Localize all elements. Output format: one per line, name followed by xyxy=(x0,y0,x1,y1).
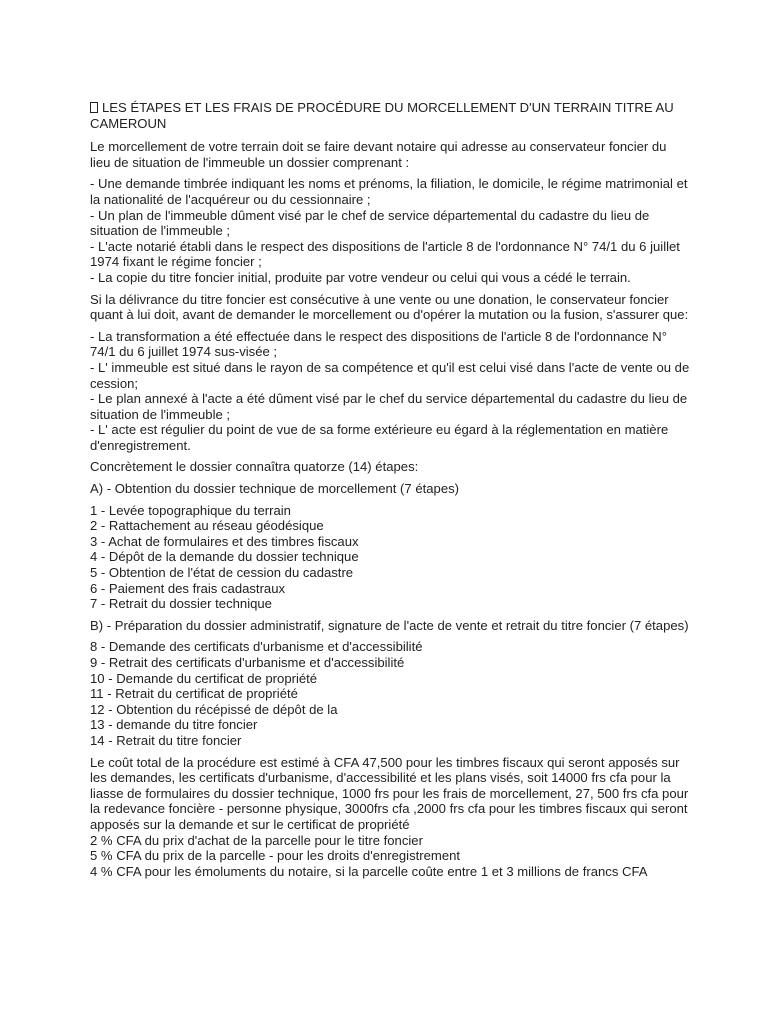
conservateur-item: - Le plan annexé à l'acte a été dûment visé par le chef du service départemental du cadastre du lieu de situation de l'immeuble ; xyxy=(90,391,688,422)
dossier-item: - L'acte notarié établi dans le respect des dispositions de l'article 8 de l'ordonnance N° 74/1 du 6 juillet 1974 fixant le régime foncier ; xyxy=(90,238,680,270)
cost-item: 2 % CFA du prix d'achat de la parcelle pour le titre foncier xyxy=(90,832,423,848)
document-body xyxy=(90,100,690,885)
section-a-heading: A) - Obtention du dossier technique de morcellement (7 étapes) xyxy=(90,481,460,497)
section-b-heading: B) - Préparation du dossier administratif, signature de l'acte de vente et retrait du titre foncier (7 étapes) xyxy=(90,617,689,633)
step-item: 7 - Retrait du dossier technique xyxy=(90,596,272,612)
step-item: 14 - Retrait du titre foncier xyxy=(90,732,242,748)
step-item: 11 - Retrait du certificat de propriété xyxy=(90,686,298,702)
section-a-steps xyxy=(90,503,690,612)
dossier-item: - La copie du titre foncier initial, produite par votre vendeur ou celui qui vous a cédé le terrain. xyxy=(90,269,631,285)
cost-item: 5 % CFA du prix de la parcelle - pour les droits d'enregistrement xyxy=(90,848,461,864)
intro-paragraph: Le morcellement de votre terrain doit se faire devant notaire qui adresse au conservateur foncier du lieu de situation de l'immeuble un dossier comprenant : xyxy=(90,139,667,170)
document-title-text: LES ÉTAPES ET LES FRAIS DE PROCÉDURE DU MORCELLEMENT D'UN TERRAIN TITRE AU CAMEROUN xyxy=(90,100,674,131)
steps-intro: Concrètement le dossier connaîtra quatorze (14) étapes: xyxy=(90,459,419,475)
dossier-list xyxy=(90,176,690,285)
cost-paragraph: Le coût total de la procédure est estimé à CFA 47,500 pour les timbres fiscaux qui seront apposés sur les demandes, les certificats d'urbanisme, d'accessibilité et les plans visés, soit 14000 frs cfa pour la liasse de formulaires du dossier technique, 1000 frs pour les frais de morcellement, 27, 500 frs cfa pour la redevance foncière - personne physique, 3000frs cfa ,2000 frs cfa pour les timbres fiscaux qui seront apposés sur la demande et sur le certificat de propriété xyxy=(90,754,689,832)
cost-section xyxy=(90,755,690,880)
conservateur-item: - La transformation a été effectuée dans le respect des dispositions de l'article 8 de l'ordonnance N° 74/1 du 6 juillet 1974 sus-visée ; xyxy=(90,328,668,360)
document-title xyxy=(90,100,690,131)
cost-item: 4 % CFA pour les émoluments du notaire, si la parcelle coûte entre 1 et 3 millions de francs CFA xyxy=(90,863,648,879)
step-item: 4 - Dépôt de la demande du dossier technique xyxy=(90,549,359,565)
conservateur-item: - L' immeuble est situé dans le rayon de sa compétence et qu'il est celui visé dans l'acte de vente ou de cession; xyxy=(90,359,690,391)
step-item: 13 - demande du titre foncier xyxy=(90,717,258,733)
conservateur-item: - L' acte est régulier du point de vue de sa forme extérieure eu égard à la réglementation en matière d'enregistrement. xyxy=(90,422,669,453)
conservateur-list xyxy=(90,329,690,454)
step-item: 2 - Rattachement au réseau géodésique xyxy=(90,518,324,534)
step-item: 8 - Demande des certificats d'urbanisme et d'accessibilité xyxy=(90,639,423,655)
step-item: 6 - Paiement des frais cadastraux xyxy=(90,580,286,596)
step-item: 1 - Levée topographique du terrain xyxy=(90,502,291,518)
step-item: 3 - Achat de formulaires et des timbres fiscaux xyxy=(90,533,359,549)
step-item: 5 - Obtention de l'état de cession du cadastre xyxy=(90,565,354,581)
dossier-item: - Un plan de l'immeuble dûment visé par le chef de service départemental du cadastre du lieu de situation de l'immeuble ; xyxy=(90,207,650,239)
missing-glyph-icon xyxy=(90,102,98,113)
dossier-item: - Une demande timbrée indiquant les noms et prénoms, la filiation, le domicile, le régime matrimonial et la nationalité de l'acquéreur ou du cessionnaire ; xyxy=(90,176,688,207)
step-item: 10 - Demande du certificat de propriété xyxy=(90,670,318,686)
conservateur-paragraph: Si la délivrance du titre foncier est consécutive à une vente ou une donation, le conservateur foncier quant à lui doit, avant de demander le morcellement ou d'opérer la mutation ou la fusion, s'assurer que: xyxy=(90,291,689,323)
step-item: 12 - Obtention du récépissé de dépôt de la xyxy=(90,701,338,717)
section-b-steps xyxy=(90,639,690,748)
step-item: 9 - Retrait des certificats d'urbanisme et d'accessibilité xyxy=(90,655,405,670)
